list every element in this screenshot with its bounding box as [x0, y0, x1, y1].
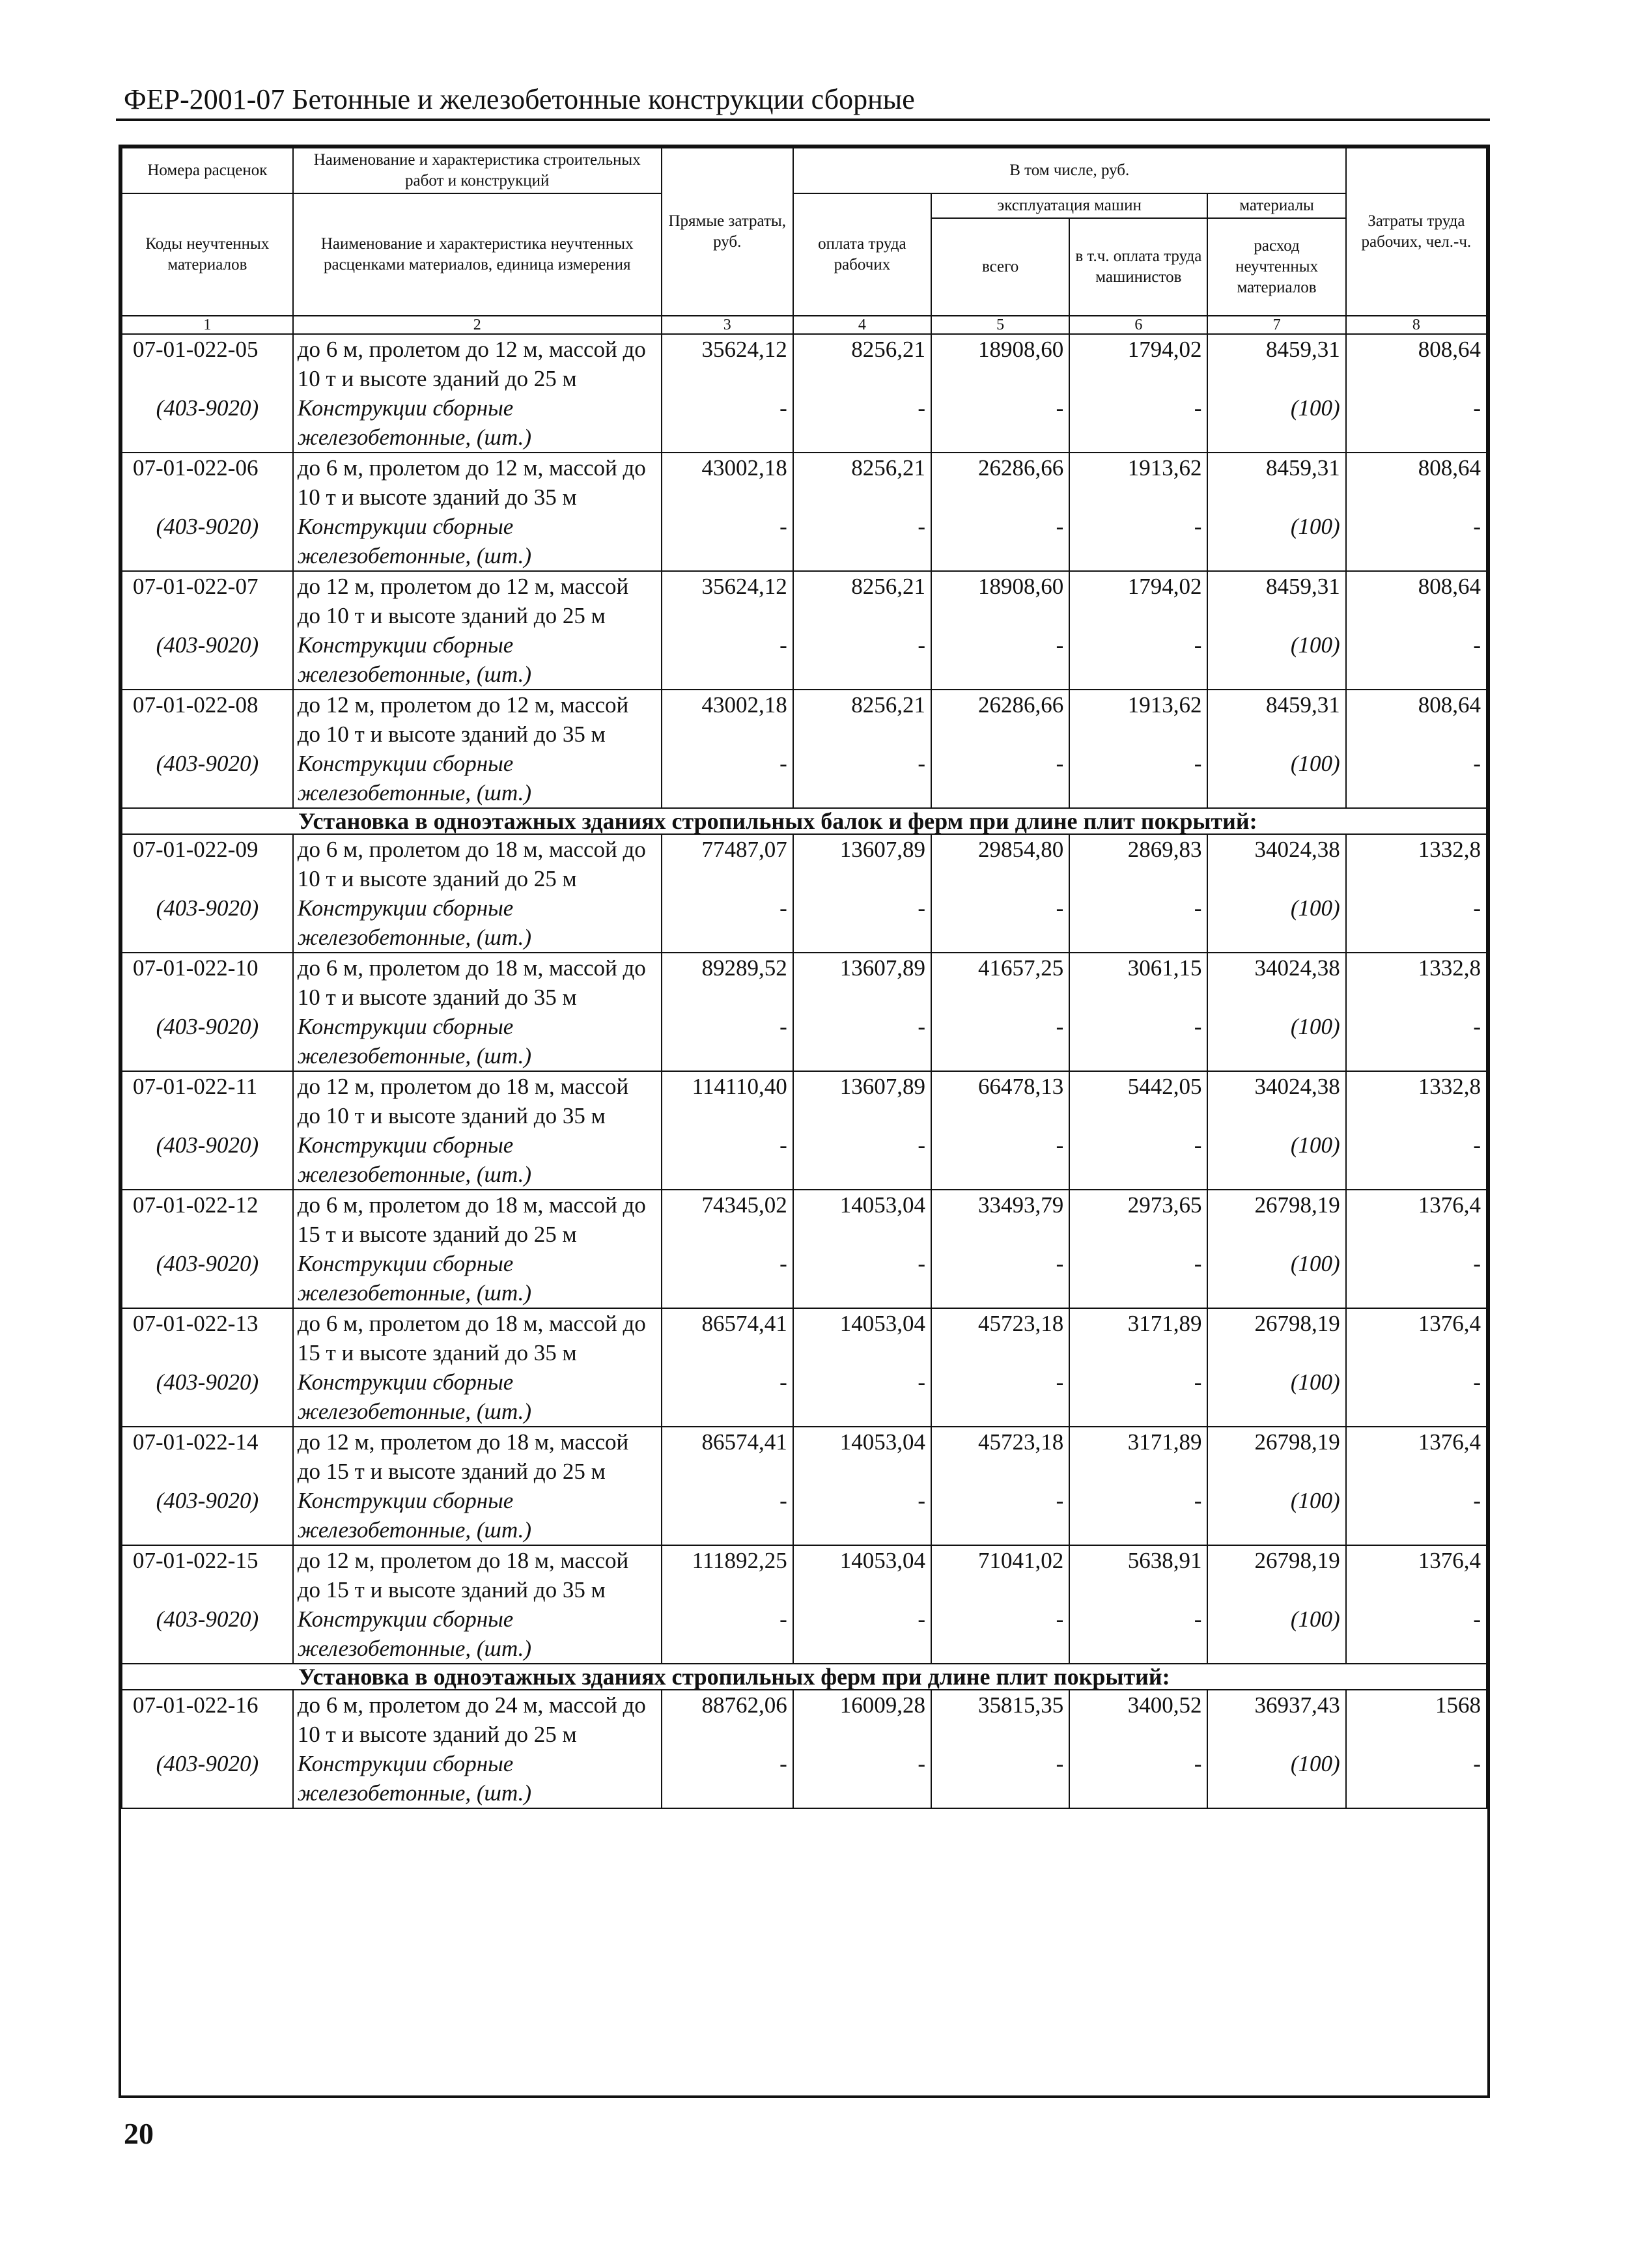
empty-value-dash: -	[1346, 1249, 1487, 1308]
material-name-text: Конструкции сборные железобетонные, (шт.)	[297, 1369, 532, 1424]
rate-mach-labor-value: 2973,65	[1069, 1190, 1207, 1249]
column-number-row: 1 2 3 4 5 6 7 8	[122, 316, 1487, 334]
material-name	[293, 1012, 662, 1071]
material-consumption-value: (100)	[1207, 393, 1345, 453]
material-row	[122, 393, 1487, 453]
material-code: (403-9020)	[122, 1130, 293, 1190]
rate-description: до 6 м, пролетом до 18 м, массой до 10 т и высоте зданий до 25 м	[293, 834, 662, 893]
rate-row	[122, 1690, 1487, 1749]
rate-code: 07-01-022-15	[122, 1545, 293, 1604]
material-consumption-value: (100)	[1207, 1249, 1345, 1308]
material-code: (403-9020)	[122, 1486, 293, 1545]
rate-hours-value: 808,64	[1346, 334, 1487, 393]
material-consumption-value: (100)	[1207, 1604, 1345, 1664]
rate-hours-value: 808,64	[1346, 690, 1487, 749]
rate-labor-value: 14053,04	[793, 1190, 931, 1249]
rate-mach-value: 45723,18	[931, 1308, 1069, 1367]
empty-value-dash: -	[793, 393, 931, 453]
empty-value-dash: -	[793, 749, 931, 808]
rate-mach-value: 29854,80	[931, 834, 1069, 893]
empty-value-dash: -	[662, 630, 793, 690]
rate-hours-value: 808,64	[1346, 453, 1487, 512]
material-name	[293, 512, 662, 571]
rate-description: до 12 м, пролетом до 18 м, массой до 15 т и высоте зданий до 35 м	[293, 1545, 662, 1604]
material-consumption-value: (100)	[1207, 1749, 1345, 1808]
material-name-text: Конструкции сборные железобетонные, (шт.)	[297, 751, 532, 805]
rate-materials-value: 26798,19	[1207, 1545, 1345, 1604]
rate-code: 07-01-022-05	[122, 334, 293, 393]
rate-row	[122, 953, 1487, 1012]
material-row	[122, 893, 1487, 953]
empty-value-dash: -	[793, 1249, 931, 1308]
rate-mach-value: 26286,66	[931, 453, 1069, 512]
rate-description: до 6 м, пролетом до 18 м, массой до 15 т и высоте зданий до 35 м	[293, 1308, 662, 1367]
material-name	[293, 1604, 662, 1664]
rate-mach-labor-value: 1913,62	[1069, 690, 1207, 749]
empty-value-dash: -	[931, 1249, 1069, 1308]
empty-value-dash: -	[662, 749, 793, 808]
empty-value-dash: -	[931, 749, 1069, 808]
rate-mach-labor-value: 1794,02	[1069, 571, 1207, 630]
rate-mach-labor-value: 3061,15	[1069, 953, 1207, 1012]
material-name-text: Конструкции сборные железобетонные, (шт.)	[297, 1488, 532, 1543]
material-consumption-value: (100)	[1207, 512, 1345, 571]
material-row	[122, 1749, 1487, 1808]
empty-value-dash: -	[1346, 1749, 1487, 1808]
rate-materials-value: 34024,38	[1207, 834, 1345, 893]
material-name	[293, 630, 662, 690]
empty-value-dash: -	[662, 1367, 793, 1427]
rate-direct-value: 111892,25	[662, 1545, 793, 1604]
material-code: (403-9020)	[122, 1749, 293, 1808]
material-name	[293, 1249, 662, 1308]
empty-value-dash: -	[662, 893, 793, 953]
rate-direct-value: 35624,12	[662, 334, 793, 393]
section-heading-row	[122, 808, 1487, 834]
rate-row	[122, 1308, 1487, 1367]
page-number: 20	[124, 2117, 154, 2150]
material-name	[293, 749, 662, 808]
material-name	[293, 1486, 662, 1545]
empty-value-dash: -	[1346, 1486, 1487, 1545]
material-code: (403-9020)	[122, 1012, 293, 1071]
rate-mach-value: 18908,60	[931, 571, 1069, 630]
rate-code: 07-01-022-10	[122, 953, 293, 1012]
empty-value-dash: -	[1069, 393, 1207, 453]
empty-value-dash: -	[931, 512, 1069, 571]
rate-mach-labor-value: 2869,83	[1069, 834, 1207, 893]
table-body	[122, 334, 1487, 1808]
rate-description: до 12 м, пролетом до 18 м, массой до 15 т и высоте зданий до 25 м	[293, 1427, 662, 1486]
empty-value-dash: -	[1346, 512, 1487, 571]
material-consumption-value: (100)	[1207, 1486, 1345, 1545]
material-consumption-value: (100)	[1207, 1130, 1345, 1190]
rate-code: 07-01-022-08	[122, 690, 293, 749]
material-consumption-value: (100)	[1207, 1012, 1345, 1071]
rate-mach-labor-value: 3171,89	[1069, 1308, 1207, 1367]
empty-value-dash: -	[662, 1130, 793, 1190]
empty-value-dash: -	[793, 1749, 931, 1808]
empty-value-dash: -	[1069, 1249, 1207, 1308]
empty-value-dash: -	[1346, 893, 1487, 953]
rate-direct-value: 43002,18	[662, 690, 793, 749]
rate-mach-labor-value: 1794,02	[1069, 334, 1207, 393]
rate-materials-value: 26798,19	[1207, 1308, 1345, 1367]
machine-total-header: всего	[931, 218, 1069, 316]
empty-value-dash: -	[662, 1604, 793, 1664]
empty-value-dash: -	[1069, 1130, 1207, 1190]
operator-pay-header: в т.ч. оплата труда машинистов	[1069, 218, 1207, 316]
rate-mach-value: 26286,66	[931, 690, 1069, 749]
direct-costs-header: Прямые затраты, руб.	[662, 148, 793, 316]
labor-hours-header: Затраты труда рабочих, чел.-ч.	[1346, 148, 1487, 316]
rate-hours-value: 1332,8	[1346, 953, 1487, 1012]
rate-description: до 6 м, пролетом до 12 м, массой до 10 т и высоте зданий до 35 м	[293, 453, 662, 512]
rate-mach-labor-value: 1913,62	[1069, 453, 1207, 512]
material-code: (403-9020)	[122, 1604, 293, 1664]
rate-mach-value: 41657,25	[931, 953, 1069, 1012]
empty-value-dash: -	[793, 1367, 931, 1427]
material-code: (403-9020)	[122, 749, 293, 808]
rate-hours-value: 1332,8	[1346, 1071, 1487, 1130]
rate-direct-value: 35624,12	[662, 571, 793, 630]
rate-direct-value: 86574,41	[662, 1427, 793, 1486]
rate-materials-value: 36937,43	[1207, 1690, 1345, 1749]
material-name-text: Конструкции сборные железобетонные, (шт.)	[297, 514, 532, 568]
page-title: ФЕР-2001-07 Бетонные и железобетонные конструкции сборные	[124, 83, 915, 115]
empty-value-dash: -	[662, 1249, 793, 1308]
empty-value-dash: -	[793, 1486, 931, 1545]
material-name	[293, 1130, 662, 1190]
rate-labor-value: 8256,21	[793, 334, 931, 393]
empty-value-dash: -	[1069, 512, 1207, 571]
material-row	[122, 749, 1487, 808]
rate-materials-value: 34024,38	[1207, 1071, 1345, 1130]
rate-labor-value: 8256,21	[793, 571, 931, 630]
empty-value-dash: -	[931, 1604, 1069, 1664]
section-heading: Установка в одноэтажных зданиях стропильных ферм при длине плит покрытий:	[122, 1664, 1487, 1690]
empty-value-dash: -	[1069, 1604, 1207, 1664]
empty-value-dash: -	[1346, 749, 1487, 808]
material-consumption-value: (100)	[1207, 630, 1345, 690]
empty-value-dash: -	[1069, 630, 1207, 690]
material-name-text: Конструкции сборные железобетонные, (шт.)	[297, 395, 532, 450]
empty-value-dash: -	[793, 1130, 931, 1190]
machine-operation-header: эксплуатация машин	[931, 193, 1207, 218]
material-row	[122, 630, 1487, 690]
rate-labor-value: 8256,21	[793, 690, 931, 749]
material-name	[293, 1749, 662, 1808]
rate-mach-labor-value: 3400,52	[1069, 1690, 1207, 1749]
empty-value-dash: -	[662, 1486, 793, 1545]
rate-direct-value: 89289,52	[662, 953, 793, 1012]
rate-materials-value: 26798,19	[1207, 1190, 1345, 1249]
rate-hours-value: 1332,8	[1346, 834, 1487, 893]
empty-value-dash: -	[1069, 1486, 1207, 1545]
empty-value-dash: -	[931, 630, 1069, 690]
empty-value-dash: -	[1346, 393, 1487, 453]
rate-description: до 6 м, пролетом до 24 м, массой до 10 т и высоте зданий до 25 м	[293, 1690, 662, 1749]
rate-materials-value: 8459,31	[1207, 453, 1345, 512]
material-name-text: Конструкции сборные железобетонные, (шт.)	[297, 1251, 532, 1306]
material-code: (403-9020)	[122, 1249, 293, 1308]
rates-table-frame	[119, 145, 1490, 2098]
table-header	[122, 148, 1487, 334]
rate-hours-value: 1376,4	[1346, 1190, 1487, 1249]
material-name	[293, 893, 662, 953]
rate-description: до 12 м, пролетом до 12 м, массой до 10 т и высоте зданий до 35 м	[293, 690, 662, 749]
col2-top-header: Наименование и характеристика строительных работ и конструкций	[293, 148, 662, 193]
rate-mach-value: 71041,02	[931, 1545, 1069, 1604]
empty-value-dash: -	[1346, 1130, 1487, 1190]
rate-row	[122, 1427, 1487, 1486]
material-row	[122, 1130, 1487, 1190]
rate-code: 07-01-022-09	[122, 834, 293, 893]
empty-value-dash: -	[662, 512, 793, 571]
rate-mach-labor-value: 5638,91	[1069, 1545, 1207, 1604]
empty-value-dash: -	[1069, 1367, 1207, 1427]
material-name-text: Конструкции сборные железобетонные, (шт.)	[297, 1751, 532, 1806]
rate-direct-value: 74345,02	[662, 1190, 793, 1249]
empty-value-dash: -	[1346, 1367, 1487, 1427]
empty-value-dash: -	[1069, 893, 1207, 953]
empty-value-dash: -	[793, 893, 931, 953]
rate-labor-value: 8256,21	[793, 453, 931, 512]
rate-description: до 6 м, пролетом до 18 м, массой до 10 т и высоте зданий до 35 м	[293, 953, 662, 1012]
material-name-text: Конструкции сборные железобетонные, (шт.)	[297, 632, 532, 687]
empty-value-dash: -	[1346, 1012, 1487, 1071]
material-name-text: Конструкции сборные железобетонные, (шт.)	[297, 1606, 532, 1661]
rates-table	[121, 147, 1487, 1809]
rate-code: 07-01-022-14	[122, 1427, 293, 1486]
including-header: В том числе, руб.	[793, 148, 1346, 193]
rate-materials-value: 8459,31	[1207, 690, 1345, 749]
material-name-text: Конструкции сборные железобетонные, (шт.)	[297, 1132, 532, 1187]
rate-row	[122, 1545, 1487, 1604]
rate-code: 07-01-022-11	[122, 1071, 293, 1130]
rate-direct-value: 86574,41	[662, 1308, 793, 1367]
empty-value-dash: -	[793, 630, 931, 690]
rate-materials-value: 8459,31	[1207, 571, 1345, 630]
empty-value-dash: -	[1346, 630, 1487, 690]
rate-direct-value: 88762,06	[662, 1690, 793, 1749]
rate-row	[122, 1071, 1487, 1130]
rate-labor-value: 16009,28	[793, 1690, 931, 1749]
col2-bottom-header: Наименование и характеристика неучтенных расценками материалов, единица измерения	[293, 193, 662, 316]
rate-hours-value: 808,64	[1346, 571, 1487, 630]
empty-value-dash: -	[793, 1604, 931, 1664]
rate-labor-value: 14053,04	[793, 1308, 931, 1367]
material-consumption-value: (100)	[1207, 749, 1345, 808]
rate-row	[122, 334, 1487, 393]
empty-value-dash: -	[1069, 749, 1207, 808]
material-name	[293, 393, 662, 453]
col1-top-header: Номера расценок	[122, 148, 293, 193]
empty-value-dash: -	[662, 1749, 793, 1808]
rate-labor-value: 13607,89	[793, 1071, 931, 1130]
material-code: (403-9020)	[122, 893, 293, 953]
rate-description: до 12 м, пролетом до 18 м, массой до 10 т и высоте зданий до 35 м	[293, 1071, 662, 1130]
empty-value-dash: -	[931, 1367, 1069, 1427]
rate-mach-labor-value: 3171,89	[1069, 1427, 1207, 1486]
rate-mach-value: 18908,60	[931, 334, 1069, 393]
rate-mach-value: 33493,79	[931, 1190, 1069, 1249]
materials-header: материалы	[1207, 193, 1345, 218]
rate-materials-value: 34024,38	[1207, 953, 1345, 1012]
material-code: (403-9020)	[122, 630, 293, 690]
rate-labor-value: 13607,89	[793, 834, 931, 893]
material-consumption-header: расход неучтенных материалов	[1207, 218, 1345, 316]
material-name	[293, 1367, 662, 1427]
rate-description: до 12 м, пролетом до 12 м, массой до 10 т и высоте зданий до 25 м	[293, 571, 662, 630]
material-code: (403-9020)	[122, 512, 293, 571]
rate-mach-value: 66478,13	[931, 1071, 1069, 1130]
material-name-text: Конструкции сборные железобетонные, (шт.)	[297, 895, 532, 950]
rate-row	[122, 571, 1487, 630]
material-code: (403-9020)	[122, 1367, 293, 1427]
worker-pay-header: оплата труда рабочих	[793, 193, 931, 316]
empty-value-dash: -	[793, 1012, 931, 1071]
rate-row	[122, 453, 1487, 512]
rate-code: 07-01-022-06	[122, 453, 293, 512]
material-row	[122, 512, 1487, 571]
empty-value-dash: -	[931, 1130, 1069, 1190]
empty-value-dash: -	[662, 1012, 793, 1071]
col1-bottom-header: Коды неучтенных материалов	[122, 193, 293, 316]
rate-mach-labor-value: 5442,05	[1069, 1071, 1207, 1130]
material-code: (403-9020)	[122, 393, 293, 453]
material-name-text: Конструкции сборные железобетонные, (шт.)	[297, 1014, 532, 1069]
empty-value-dash: -	[931, 1749, 1069, 1808]
material-row	[122, 1486, 1487, 1545]
rate-hours-value: 1376,4	[1346, 1545, 1487, 1604]
page-header	[116, 78, 1490, 121]
rate-materials-value: 8459,31	[1207, 334, 1345, 393]
rate-description: до 6 м, пролетом до 18 м, массой до 15 т и высоте зданий до 25 м	[293, 1190, 662, 1249]
empty-value-dash: -	[931, 893, 1069, 953]
rate-hours-value: 1376,4	[1346, 1427, 1487, 1486]
empty-value-dash: -	[1069, 1749, 1207, 1808]
rate-labor-value: 14053,04	[793, 1427, 931, 1486]
empty-value-dash: -	[1069, 1012, 1207, 1071]
empty-value-dash: -	[931, 1486, 1069, 1545]
rate-hours-value: 1568	[1346, 1690, 1487, 1749]
empty-value-dash: -	[793, 512, 931, 571]
rate-direct-value: 77487,07	[662, 834, 793, 893]
rate-mach-value: 35815,35	[931, 1690, 1069, 1749]
rate-hours-value: 1376,4	[1346, 1308, 1487, 1367]
section-heading: Установка в одноэтажных зданиях стропильных балок и ферм при длине плит покрытий:	[122, 808, 1487, 834]
rate-materials-value: 26798,19	[1207, 1427, 1345, 1486]
rate-description: до 6 м, пролетом до 12 м, массой до 10 т и высоте зданий до 25 м	[293, 334, 662, 393]
empty-value-dash: -	[931, 1012, 1069, 1071]
material-consumption-value: (100)	[1207, 1367, 1345, 1427]
empty-value-dash: -	[1346, 1604, 1487, 1664]
rate-code: 07-01-022-12	[122, 1190, 293, 1249]
rate-row	[122, 1190, 1487, 1249]
rate-row	[122, 834, 1487, 893]
material-row	[122, 1249, 1487, 1308]
rate-labor-value: 13607,89	[793, 953, 931, 1012]
section-heading-row	[122, 1664, 1487, 1690]
rate-labor-value: 14053,04	[793, 1545, 931, 1604]
empty-value-dash: -	[662, 393, 793, 453]
rate-code: 07-01-022-07	[122, 571, 293, 630]
material-row	[122, 1012, 1487, 1071]
material-row	[122, 1604, 1487, 1664]
rate-code: 07-01-022-16	[122, 1690, 293, 1749]
rate-direct-value: 43002,18	[662, 453, 793, 512]
rate-row	[122, 690, 1487, 749]
rate-code: 07-01-022-13	[122, 1308, 293, 1367]
empty-value-dash: -	[931, 393, 1069, 453]
material-row	[122, 1367, 1487, 1427]
rate-mach-value: 45723,18	[931, 1427, 1069, 1486]
rate-direct-value: 114110,40	[662, 1071, 793, 1130]
material-consumption-value: (100)	[1207, 893, 1345, 953]
